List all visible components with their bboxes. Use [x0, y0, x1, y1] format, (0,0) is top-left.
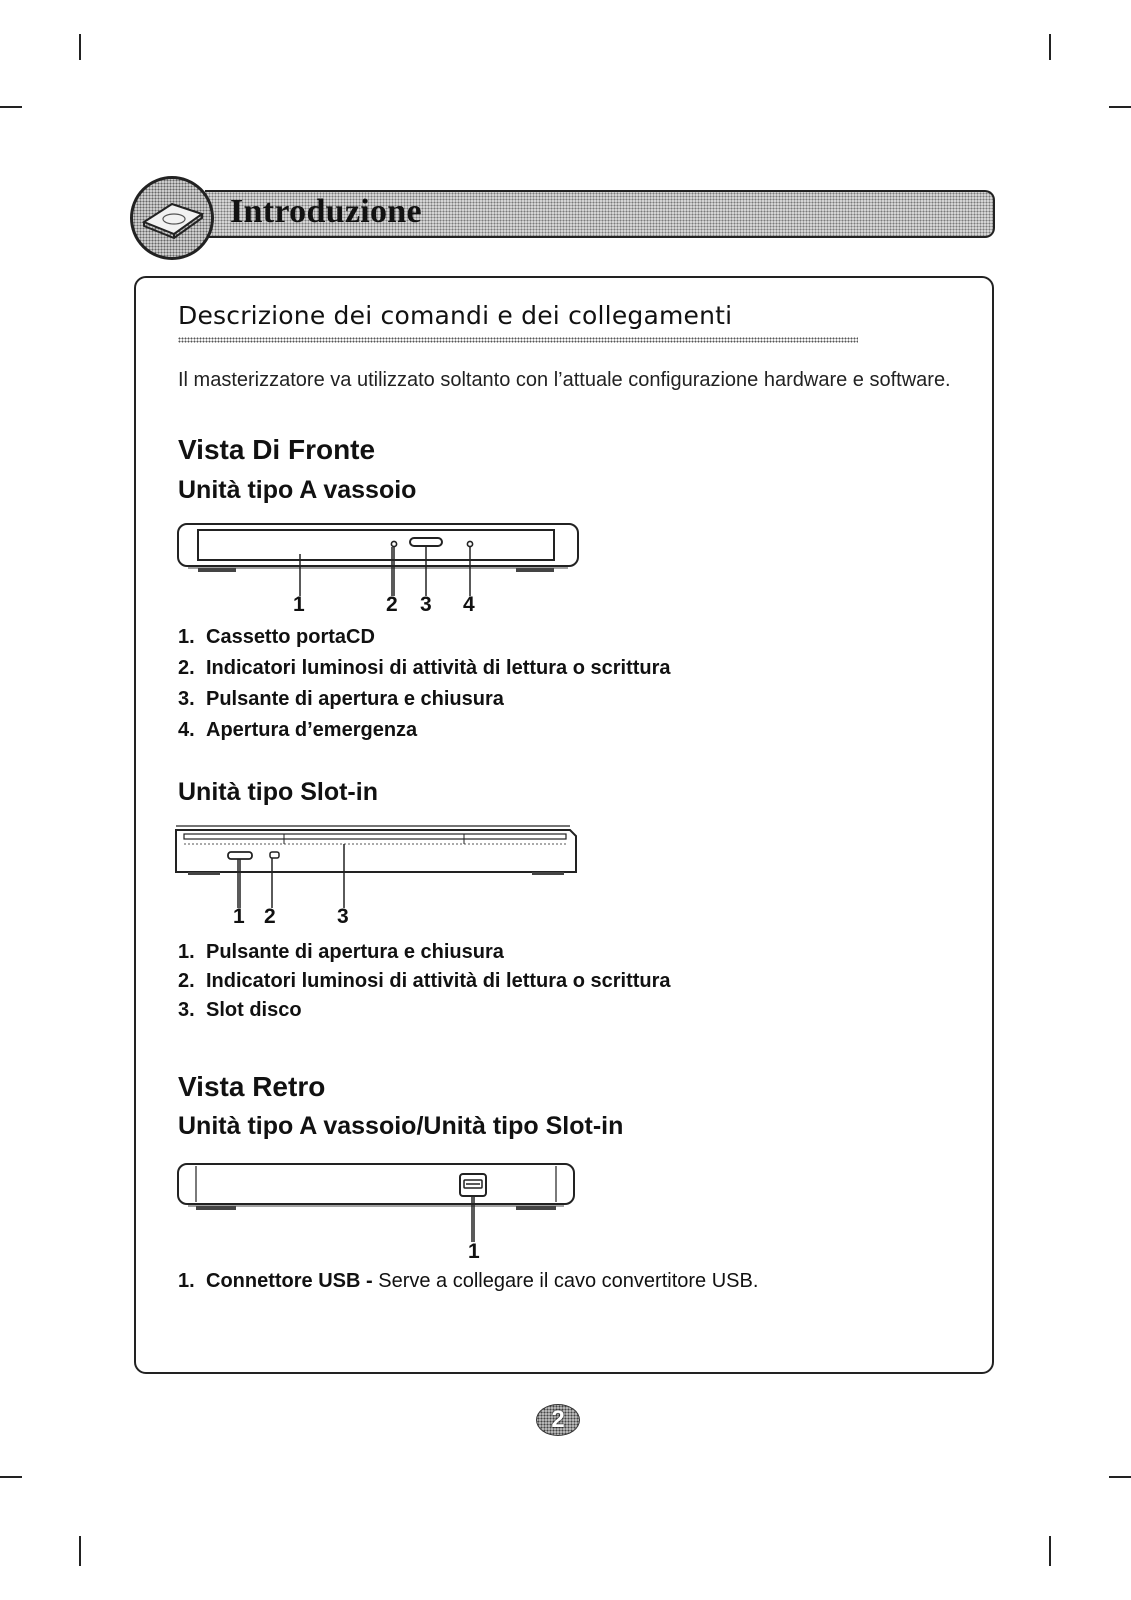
- item-number: 1.: [178, 1270, 195, 1292]
- drive-rear-diagram: [176, 1162, 581, 1244]
- list-item: [178, 1266, 758, 1297]
- crop-mark: [1049, 34, 1051, 60]
- crop-mark: [0, 1476, 22, 1478]
- item-number: 1.: [178, 941, 195, 963]
- item-label: Indicatori luminosi di attività di lettura o scrittura: [206, 970, 671, 992]
- tray-drive-front-diagram: [176, 520, 581, 598]
- slot-unit-heading: Unità tipo Slot-in: [178, 778, 378, 806]
- slot-drive-front-diagram: [174, 822, 579, 912]
- item-label: Pulsante di apertura e chiusura: [206, 688, 504, 710]
- page-number: 2: [551, 1406, 565, 1433]
- item-label: Cassetto portaCD: [206, 626, 375, 648]
- item-number: 1.: [178, 626, 195, 648]
- intro-paragraph: Il masterizzatore va utilizzato soltanto con l’attuale configurazione hardware e software.: [178, 369, 951, 391]
- tray-callout-2: 2: [386, 593, 398, 616]
- crop-mark: [0, 106, 22, 108]
- item-label: Apertura d’emergenza: [206, 719, 418, 741]
- rear-unit-heading: Unità tipo A vassoio/Unità tipo Slot-in: [178, 1112, 624, 1140]
- slot-callout-1: 1: [233, 905, 245, 928]
- section-title-underline: [178, 337, 858, 343]
- tray-callout-4: 4: [463, 593, 475, 616]
- list-item: [178, 938, 671, 967]
- crop-mark: [1109, 1476, 1131, 1478]
- section-title: Descrizione dei comandi e dei collegamenti: [178, 301, 733, 330]
- list-item: [178, 996, 671, 1025]
- item-number: 2.: [178, 657, 195, 679]
- item-description: Serve a collegare il cavo convertitore USB.: [378, 1270, 759, 1292]
- item-label: Connettore USB: [206, 1270, 361, 1292]
- slot-callout-2: 2: [264, 905, 276, 928]
- tray-unit-heading: Unità tipo A vassoio: [178, 476, 417, 504]
- item-label: Slot disco: [206, 999, 302, 1021]
- item-label: Indicatori luminosi di attività di lettura o scrittura: [206, 657, 671, 679]
- item-number: 2.: [178, 970, 195, 992]
- item-number: 4.: [178, 719, 195, 741]
- rear-view-heading: Vista Retro: [178, 1071, 326, 1102]
- tray-callout-1: 1: [293, 593, 305, 616]
- list-item: [178, 622, 671, 653]
- page-number-badge: [536, 1404, 580, 1436]
- crop-mark: [79, 34, 81, 60]
- front-view-heading: Vista Di Fronte: [178, 434, 376, 465]
- rear-parts-list: [178, 1266, 758, 1297]
- rear-callout-1: 1: [468, 1240, 480, 1263]
- list-item: [178, 715, 671, 746]
- list-item: [178, 653, 671, 684]
- tray-parts-list: [178, 622, 671, 746]
- disc-drive-icon: [138, 196, 208, 240]
- item-number: 3.: [178, 688, 195, 710]
- slot-callout-3: 3: [337, 905, 349, 928]
- list-item: [178, 684, 671, 715]
- crop-mark: [79, 1536, 81, 1566]
- tray-callout-3: 3: [420, 593, 432, 616]
- crop-mark: [1049, 1536, 1051, 1566]
- crop-mark: [1109, 106, 1131, 108]
- header-title: Introduzione: [230, 193, 422, 230]
- item-label: Pulsante di apertura e chiusura: [206, 941, 504, 963]
- list-item: [178, 967, 671, 996]
- item-number: 3.: [178, 999, 195, 1021]
- item-separator: -: [360, 1270, 379, 1292]
- slot-parts-list: [178, 938, 671, 1025]
